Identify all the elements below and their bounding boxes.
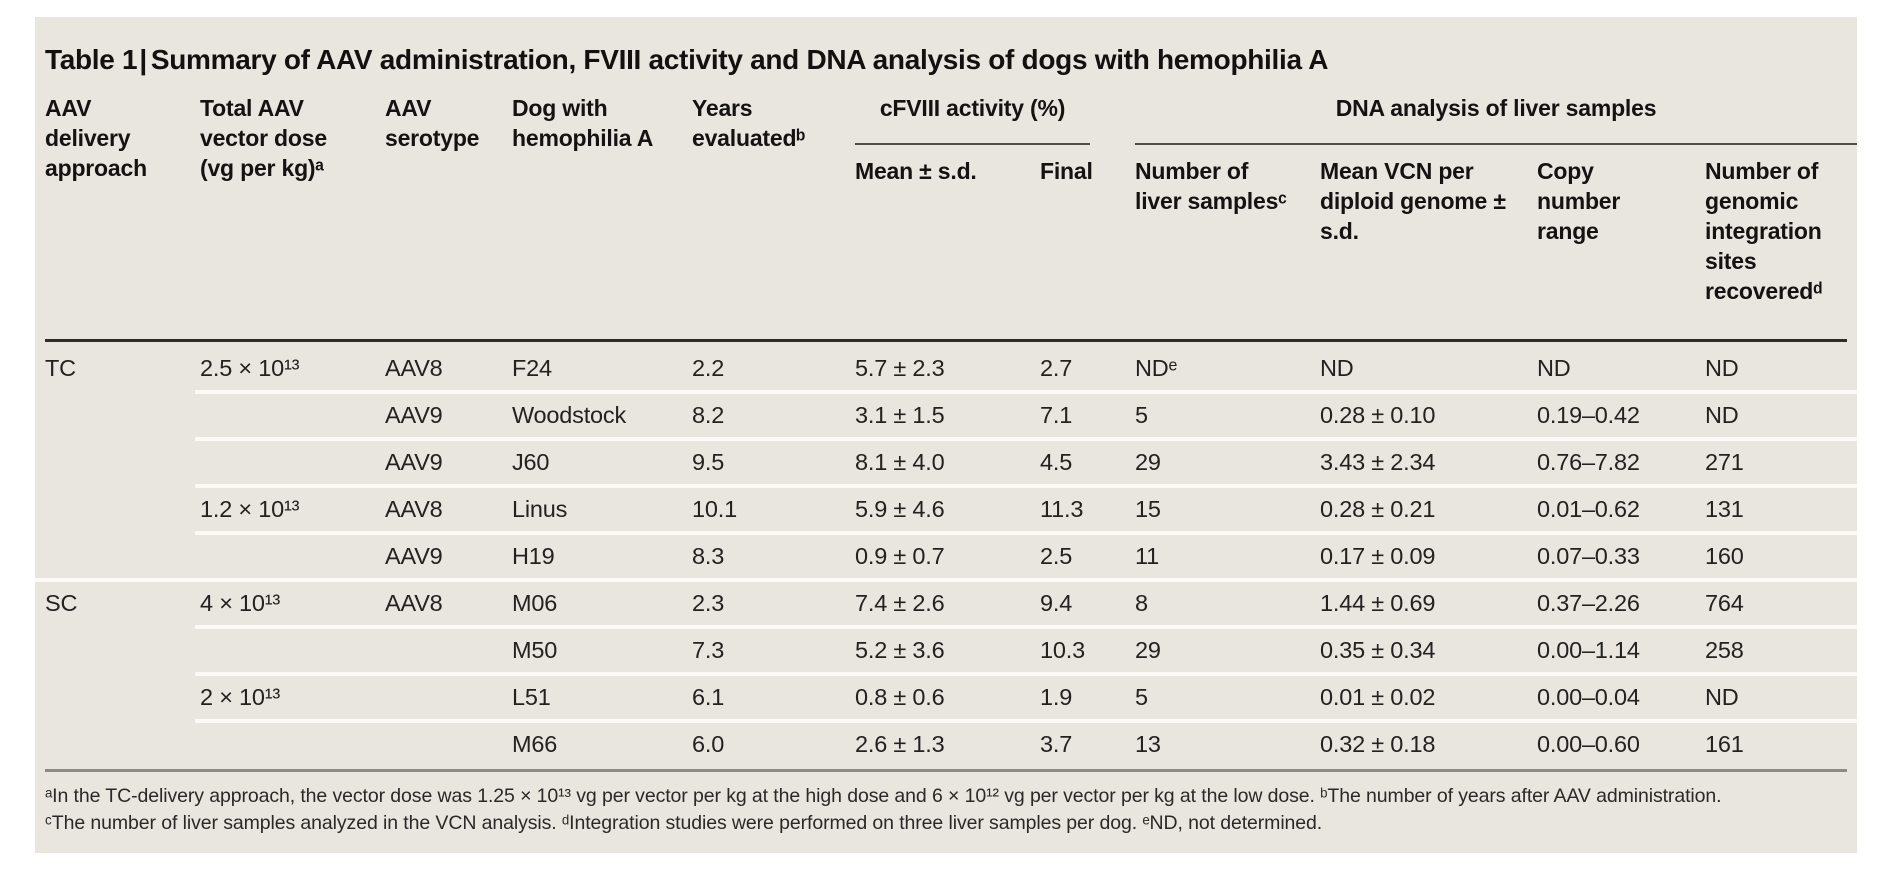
cell-liver-samples: NDᵉ bbox=[1135, 355, 1178, 381]
cell-vcn: 0.28 ± 0.10 bbox=[1320, 402, 1436, 428]
cell-liver-samples: 29 bbox=[1135, 449, 1161, 475]
footnotes bbox=[35, 772, 1857, 837]
cell-final: 4.5 bbox=[1040, 449, 1073, 475]
cell-years: 6.0 bbox=[692, 731, 725, 757]
cell-vector-dose: 4 × 10¹³ bbox=[200, 590, 281, 616]
cell-vector-dose: 1.2 × 10¹³ bbox=[200, 496, 300, 522]
table-row bbox=[45, 674, 1847, 721]
footnote-line: ᵃIn the TC-delivery approach, the vector dose was 1.25 × 10¹³ vg per vector per kg at the high dose and 6 × 10¹² vg per vector per kg at the low dose. ᵇThe number of years after AAV administration. bbox=[45, 785, 1722, 807]
cell-mean-sd: 5.7 ± 2.3 bbox=[855, 355, 945, 381]
cell-final: 7.1 bbox=[1040, 402, 1073, 428]
cell-final: 9.4 bbox=[1040, 590, 1073, 616]
cell-dog-name: H19 bbox=[512, 543, 555, 569]
cell-years: 7.3 bbox=[692, 637, 725, 663]
cell-years: 10.1 bbox=[692, 496, 737, 522]
cell-integration-sites: 160 bbox=[1705, 543, 1744, 569]
cell-liver-samples: 15 bbox=[1135, 496, 1161, 522]
cell-vcn: 0.01 ± 0.02 bbox=[1320, 684, 1436, 710]
subcolumn-header-final: Final bbox=[1040, 158, 1093, 184]
cell-dog-name: M66 bbox=[512, 731, 558, 757]
cell-copy-range: 0.19–0.42 bbox=[1537, 402, 1640, 428]
cell-final: 1.9 bbox=[1040, 684, 1073, 710]
cell-integration-sites: 131 bbox=[1705, 496, 1744, 522]
cell-serotype: AAV9 bbox=[385, 543, 443, 569]
cell-copy-range: 0.01–0.62 bbox=[1537, 496, 1640, 522]
cell-integration-sites: 764 bbox=[1705, 590, 1744, 616]
table-row bbox=[45, 533, 1847, 580]
cell-mean-sd: 5.2 ± 3.6 bbox=[855, 637, 945, 663]
cell-vcn: 0.17 ± 0.09 bbox=[1320, 543, 1436, 569]
cell-copy-range: 0.76–7.82 bbox=[1537, 449, 1640, 475]
cell-copy-range: 0.00–0.60 bbox=[1537, 731, 1640, 757]
cell-vcn: 0.28 ± 0.21 bbox=[1320, 496, 1436, 522]
cell-integration-sites: ND bbox=[1705, 355, 1739, 381]
cell-mean-sd: 2.6 ± 1.3 bbox=[855, 731, 945, 757]
table-number: Table 1 bbox=[45, 44, 138, 75]
cell-copy-range: 0.00–0.04 bbox=[1537, 684, 1640, 710]
cell-years: 8.3 bbox=[692, 543, 725, 569]
cell-liver-samples: 29 bbox=[1135, 637, 1161, 663]
subcolumn-header-mean-sd: Mean ± s.d. bbox=[855, 158, 977, 184]
cell-vcn: 0.32 ± 0.18 bbox=[1320, 731, 1436, 757]
cell-dog-name: Linus bbox=[512, 496, 568, 522]
cell-dog-name: Woodstock bbox=[512, 402, 627, 428]
cell-integration-sites: 161 bbox=[1705, 731, 1744, 757]
group-header-dna-label: DNA analysis of liver samples bbox=[1135, 92, 1857, 145]
cell-dog-name: J60 bbox=[512, 449, 550, 475]
cell-serotype: AAV9 bbox=[385, 402, 443, 428]
table-row bbox=[45, 486, 1847, 533]
cell-mean-sd: 5.9 ± 4.6 bbox=[855, 496, 945, 522]
cell-integration-sites: 271 bbox=[1705, 449, 1744, 475]
cell-liver-samples: 8 bbox=[1135, 590, 1148, 616]
cell-copy-range: 0.07–0.33 bbox=[1537, 543, 1640, 569]
cell-vcn: 0.35 ± 0.34 bbox=[1320, 637, 1436, 663]
cell-vcn: 1.44 ± 0.69 bbox=[1320, 590, 1436, 616]
cell-mean-sd: 7.4 ± 2.6 bbox=[855, 590, 945, 616]
footnote-line: ᶜThe number of liver samples analyzed in the VCN analysis. ᵈIntegration studies were performed on three liver samples per dog. ᵉND, not determined. bbox=[45, 812, 1323, 834]
cell-final: 11.3 bbox=[1040, 496, 1084, 522]
cell-serotype: AAV9 bbox=[385, 449, 443, 475]
cell-final: 2.5 bbox=[1040, 543, 1073, 569]
cell-copy-range: 0.00–1.14 bbox=[1537, 637, 1640, 663]
table-header bbox=[45, 92, 1847, 342]
cell-final: 3.7 bbox=[1040, 731, 1073, 757]
subcolumn-header-mean-vcn: Mean VCN per diploid genome ± s.d. bbox=[1320, 158, 1506, 244]
column-header-delivery-approach: AAV delivery approach bbox=[45, 95, 147, 181]
cell-serotype: AAV8 bbox=[385, 355, 443, 381]
table-row bbox=[45, 345, 1847, 392]
subcolumn-header-integration-sites: Number of genomic integration sites recoveredᵈ bbox=[1705, 158, 1822, 304]
table-title bbox=[45, 45, 1847, 75]
column-header-vector-dose: Total AAV vector dose (vg per kg)ᵃ bbox=[200, 95, 327, 181]
column-header-serotype: AAV serotype bbox=[385, 95, 480, 151]
cell-liver-samples: 5 bbox=[1135, 402, 1148, 428]
cell-delivery-approach: TC bbox=[45, 355, 76, 381]
cell-years: 2.2 bbox=[692, 355, 725, 381]
table-row bbox=[45, 392, 1847, 439]
cell-liver-samples: 13 bbox=[1135, 731, 1161, 757]
cell-integration-sites: 258 bbox=[1705, 637, 1744, 663]
cell-vector-dose: 2 × 10¹³ bbox=[200, 684, 281, 710]
cell-integration-sites: ND bbox=[1705, 402, 1739, 428]
group-header-cfviii-label: cFVIII activity (%) bbox=[855, 92, 1090, 145]
cell-copy-range: 0.37–2.26 bbox=[1537, 590, 1640, 616]
cell-mean-sd: 0.8 ± 0.6 bbox=[855, 684, 945, 710]
table-row bbox=[45, 439, 1847, 486]
table-row bbox=[45, 580, 1847, 627]
cell-final: 2.7 bbox=[1040, 355, 1073, 381]
subcolumn-header-liver-samples: Number of liver samplesᶜ bbox=[1135, 158, 1287, 214]
cell-mean-sd: 8.1 ± 4.0 bbox=[855, 449, 945, 475]
subcolumn-header-copy-range: Copy number range bbox=[1537, 158, 1621, 244]
cell-serotype: AAV8 bbox=[385, 590, 443, 616]
cell-mean-sd: 3.1 ± 1.5 bbox=[855, 402, 945, 428]
cell-years: 9.5 bbox=[692, 449, 725, 475]
cell-years: 6.1 bbox=[692, 684, 725, 710]
group-header-cfviii-activity bbox=[855, 92, 1135, 145]
cell-copy-range: ND bbox=[1537, 355, 1571, 381]
cell-years: 8.2 bbox=[692, 402, 725, 428]
cell-vcn: 3.43 ± 2.34 bbox=[1320, 449, 1436, 475]
cell-liver-samples: 11 bbox=[1135, 543, 1159, 569]
title-pipe: | bbox=[139, 44, 147, 75]
cell-integration-sites: ND bbox=[1705, 684, 1739, 710]
cell-years: 2.3 bbox=[692, 590, 725, 616]
table-row bbox=[45, 627, 1847, 674]
table-row bbox=[45, 721, 1847, 768]
cell-dog-name: M50 bbox=[512, 637, 558, 663]
table-title-text: Summary of AAV administration, FVIII activity and DNA analysis of dogs with hemophilia A bbox=[150, 44, 1329, 75]
column-header-dog: Dog with hemophilia A bbox=[512, 95, 654, 151]
cell-vector-dose: 2.5 × 10¹³ bbox=[200, 355, 300, 381]
group-header-dna-analysis bbox=[1135, 92, 1847, 145]
cell-final: 10.3 bbox=[1040, 637, 1085, 663]
table-panel bbox=[35, 17, 1857, 853]
cell-delivery-approach: SC bbox=[45, 590, 78, 616]
cell-dog-name: M06 bbox=[512, 590, 558, 616]
cell-dog-name: L51 bbox=[512, 684, 551, 710]
cell-vcn: ND bbox=[1320, 355, 1354, 381]
table-body bbox=[45, 345, 1847, 768]
column-header-years: Years evaluatedᵇ bbox=[692, 95, 806, 151]
cell-liver-samples: 5 bbox=[1135, 684, 1148, 710]
cell-dog-name: F24 bbox=[512, 355, 552, 381]
cell-mean-sd: 0.9 ± 0.7 bbox=[855, 543, 945, 569]
cell-serotype: AAV8 bbox=[385, 496, 443, 522]
